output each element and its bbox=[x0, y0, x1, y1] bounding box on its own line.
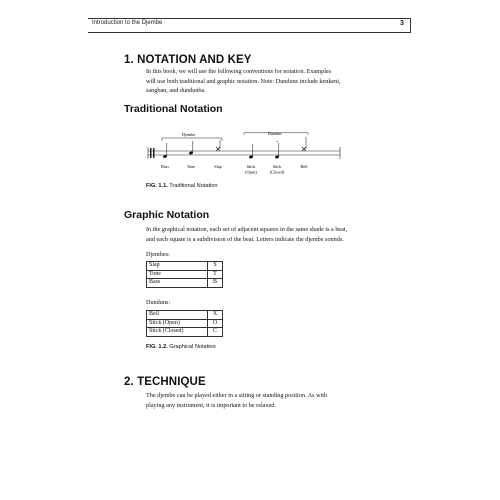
table-row bbox=[147, 319, 223, 328]
intro-line: playing any instrument, it is important to be relaxed. bbox=[146, 401, 276, 409]
key-name-cell: Stick (Closed) bbox=[147, 328, 208, 337]
djembe-group-label: Djembe bbox=[182, 132, 196, 137]
table-row bbox=[147, 262, 223, 271]
table-row bbox=[147, 279, 223, 288]
bell-note bbox=[302, 147, 306, 151]
intro-line: sangban, and dundunba. bbox=[146, 87, 206, 94]
slap-note bbox=[216, 147, 220, 151]
section-1-heading: 1. NOTATION AND KEY bbox=[124, 54, 252, 66]
key-name-cell: Bass bbox=[147, 279, 208, 288]
section-1-intro bbox=[146, 67, 368, 96]
percussion-clef-bar bbox=[153, 148, 155, 158]
note-label: Stick bbox=[272, 164, 282, 169]
key-letter-cell: S bbox=[208, 262, 223, 271]
graphic-notation-intro bbox=[146, 225, 368, 244]
intro-line: In the graphical notation, each set of adjacent squares in the same shade is a beat, bbox=[146, 226, 348, 233]
closed-accent: + bbox=[275, 139, 279, 144]
figure-number: FIG. 1.2. bbox=[146, 344, 168, 350]
key-name-cell: Bell bbox=[147, 311, 208, 320]
intro-line: and each square is a subdivision of the beat. Letters indicate the djembe sounds. bbox=[146, 235, 344, 243]
note-label: Tone bbox=[186, 164, 196, 169]
key-letter-cell: C bbox=[208, 328, 223, 337]
running-header-title: Introduction to the Djembe bbox=[92, 20, 163, 26]
note-label: Bass bbox=[161, 164, 169, 169]
note-sublabel: (Closed) bbox=[269, 169, 285, 175]
figure-1-2-caption bbox=[146, 344, 216, 350]
dundun-group-label: Dundun bbox=[268, 132, 282, 137]
traditional-notation-figure bbox=[146, 132, 346, 182]
section-2-intro bbox=[146, 391, 368, 410]
figure-title: Traditional Notation bbox=[169, 183, 218, 189]
key-letter-cell: O bbox=[208, 319, 223, 328]
note-label: Stick bbox=[246, 164, 256, 169]
table-row bbox=[147, 328, 223, 337]
percussion-clef-bar bbox=[150, 148, 152, 158]
djembe-key-table bbox=[146, 261, 223, 288]
djembes-label: Djembes: bbox=[146, 251, 170, 258]
page-number: 3 bbox=[400, 20, 404, 27]
key-letter-cell: X bbox=[208, 311, 223, 320]
key-name-cell: Slap bbox=[147, 262, 208, 271]
key-name-cell: Stick (Open) bbox=[147, 319, 208, 328]
section-2-heading: 2. TECHNIQUE bbox=[124, 376, 206, 388]
intro-line: will use both traditional and graphic notation. Note: Dunduns include kenkeni, bbox=[146, 77, 341, 85]
figure-1-1-caption bbox=[146, 183, 218, 189]
key-letter-cell: B bbox=[208, 279, 223, 288]
intro-line: The djembe can be played either in a sitting or standing position. As with bbox=[146, 392, 328, 399]
table-row bbox=[147, 270, 223, 279]
figure-title: Graphical Notation bbox=[169, 344, 216, 350]
djembe-bracket bbox=[162, 138, 222, 141]
note-label: Slap bbox=[214, 164, 222, 169]
figure-number: FIG. 1.1. bbox=[146, 183, 168, 189]
key-letter-cell: T bbox=[208, 270, 223, 279]
key-name-cell: Tone bbox=[147, 270, 208, 279]
graphic-notation-heading: Graphic Notation bbox=[124, 209, 210, 221]
dunduns-label: Dunduns: bbox=[146, 299, 171, 306]
note-label: Bell bbox=[300, 164, 308, 169]
intro-line: In this book, we will use the following conventions for notation. Examples bbox=[146, 68, 332, 75]
note-sublabel: (Open) bbox=[245, 169, 257, 175]
traditional-notation-heading: Traditional Notation bbox=[124, 103, 223, 115]
dundun-key-table bbox=[146, 310, 223, 337]
table-row bbox=[147, 311, 223, 320]
